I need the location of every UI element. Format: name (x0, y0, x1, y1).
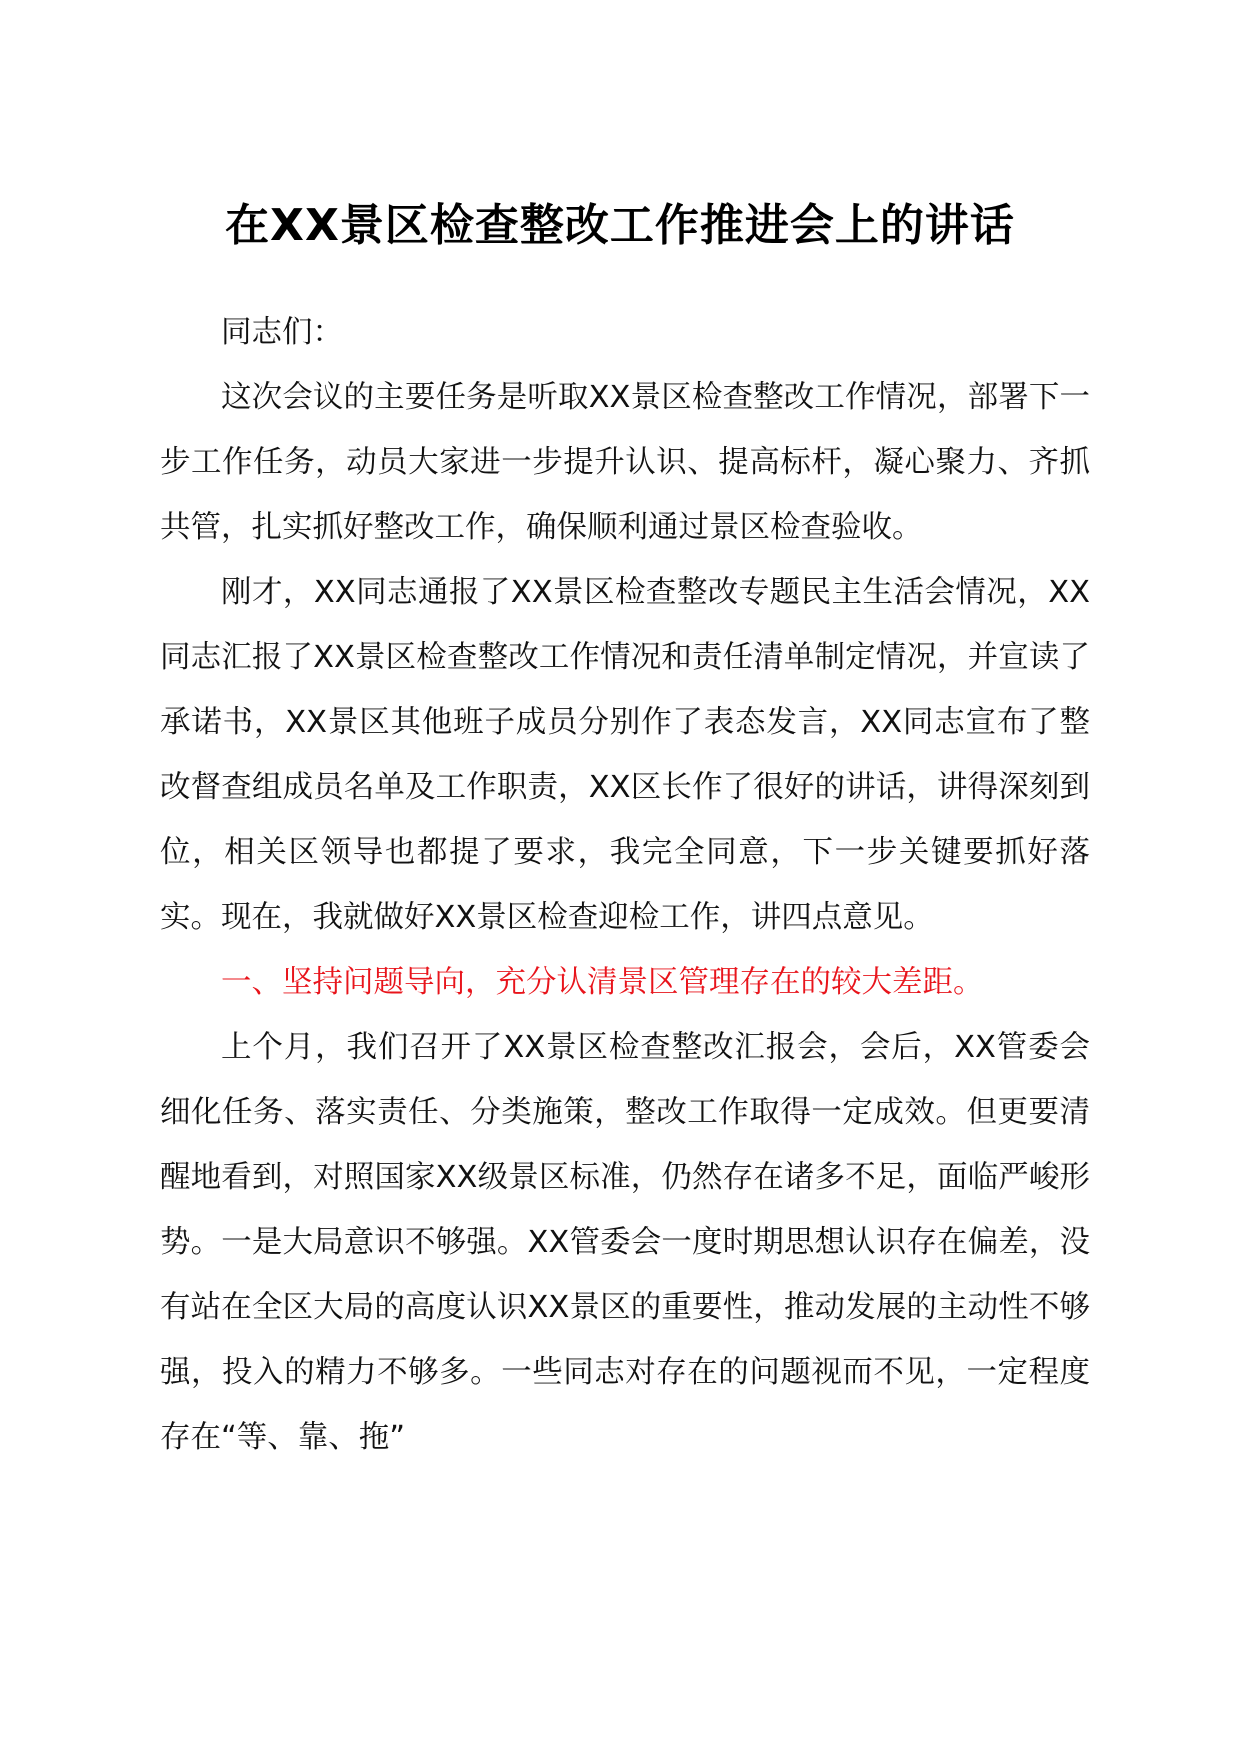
document-body (160, 300, 1090, 1470)
section-heading: 一、坚持问题导向，充分认清景区管理存在的较大差距。 (221, 965, 984, 1000)
paragraph-intro: 这次会议的主要任务是听取XX景区检查整改工作情况，部署下一步工作任务，动员大家进一步提升认识、提高标杆，凝心聚力、齐抓共管，扎实抓好整改工作，确保顺利通过景区检查验收。 (160, 380, 1090, 545)
paragraph-summary: 刚才，XX同志通报了XX景区检查整改专题民主生活会情况，XX同志汇报了XX景区检查整改工作情况和责任清单制定情况，并宣读了承诺书，XX景区其他班子成员分别作了表态发言，XX同志宣布了整改督查组成员名单及工作职责，XX区长作了很好的讲话，讲得深刻到位，相关区领导也都提了要求，我完全同意，下一步关键要抓好落实。现在，我就做好XX景区检查迎检工作，讲四点意见。 (160, 575, 1090, 935)
salutation: 同志们： (221, 315, 343, 350)
document-title: 在XX景区检查整改工作推进会上的讲话 (225, 200, 1015, 251)
section-paragraph: 上个月，我们召开了XX景区检查整改汇报会，会后，XX管委会细化任务、落实责任、分类施策，整改工作取得一定成效。但更要清醒地看到，对照国家XX级景区标准，仍然存在诸多不足，面临严峻形势。一是大局意识不够强。XX管委会一度时期思想认识存在偏差，没有站在全区大局的高度认识XX景区的重要性，推动发展的主动性不够强，投入的精力不够多。一些同志对存在的问题视而不见，一定程度存在“等、靠、拖” (160, 1030, 1090, 1455)
